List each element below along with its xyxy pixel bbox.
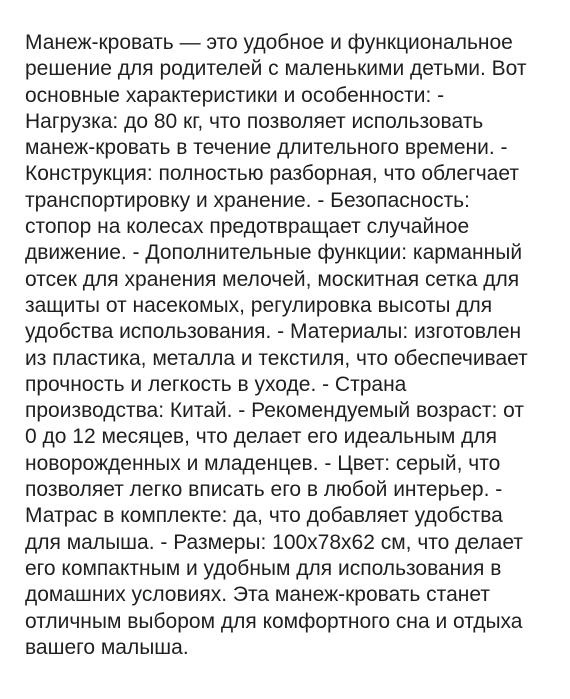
text-line: удобства использования. - Материалы: изготовлен (25, 320, 522, 344)
text-line: Конструкция: полностью разборная, что облегчает (25, 162, 519, 186)
text-line: отсек для хранения мелочей, москитная сетка для (25, 267, 520, 291)
text-line: домашних условиях. Эта манеж-кровать станет (25, 583, 490, 607)
text-line: отличным выбором для комфортного сна и отдыха (25, 609, 523, 633)
text-line: защиты от насекомых, регулировка высоты для (25, 293, 493, 317)
text-line: решение для родителей с маленькими детьми. Вот (25, 57, 527, 81)
text-line: Матрас в комплекте: да, что добавляет удобства (25, 504, 503, 528)
text-line: вашего малыша. (25, 635, 189, 659)
text-line: движение. - Дополнительные функции: карманный (25, 241, 523, 265)
text-line: манеж-кровать в течение длительного времени. - (25, 136, 508, 160)
text-line: Нагрузка: до 80 кг, что позволяет использовать (25, 109, 484, 133)
text-line: Манеж-кровать — это удобное и функциональное (25, 31, 513, 54)
text-line: позволяет легко вписать его в любой интерьер. - (25, 478, 503, 502)
text-line: основные характеристики и особенности: - (25, 83, 445, 107)
text-line: его компактным и удобным для использования в (25, 556, 502, 580)
text-line: производства: Китай. - Рекомендуемый возраст: от (25, 399, 524, 423)
text-line: транспортировку и хранение. - Безопасность: (25, 188, 470, 212)
product-description (25, 30, 546, 661)
text-line: новорожденных и младенцев. - Цвет: серый, что (25, 451, 501, 475)
text-line: из пластика, металла и текстиля, что обеспечивает (25, 346, 528, 370)
text-line: прочность и легкость в уходе. - Страна (25, 372, 407, 396)
text-line: стопор на колесах предотвращает случайное (25, 215, 470, 239)
text-line: 0 до 12 месяцев, что делает его идеальным для (25, 425, 497, 449)
text-line: для малыша. - Размеры: 100x78x62 см, что делает (25, 530, 523, 554)
